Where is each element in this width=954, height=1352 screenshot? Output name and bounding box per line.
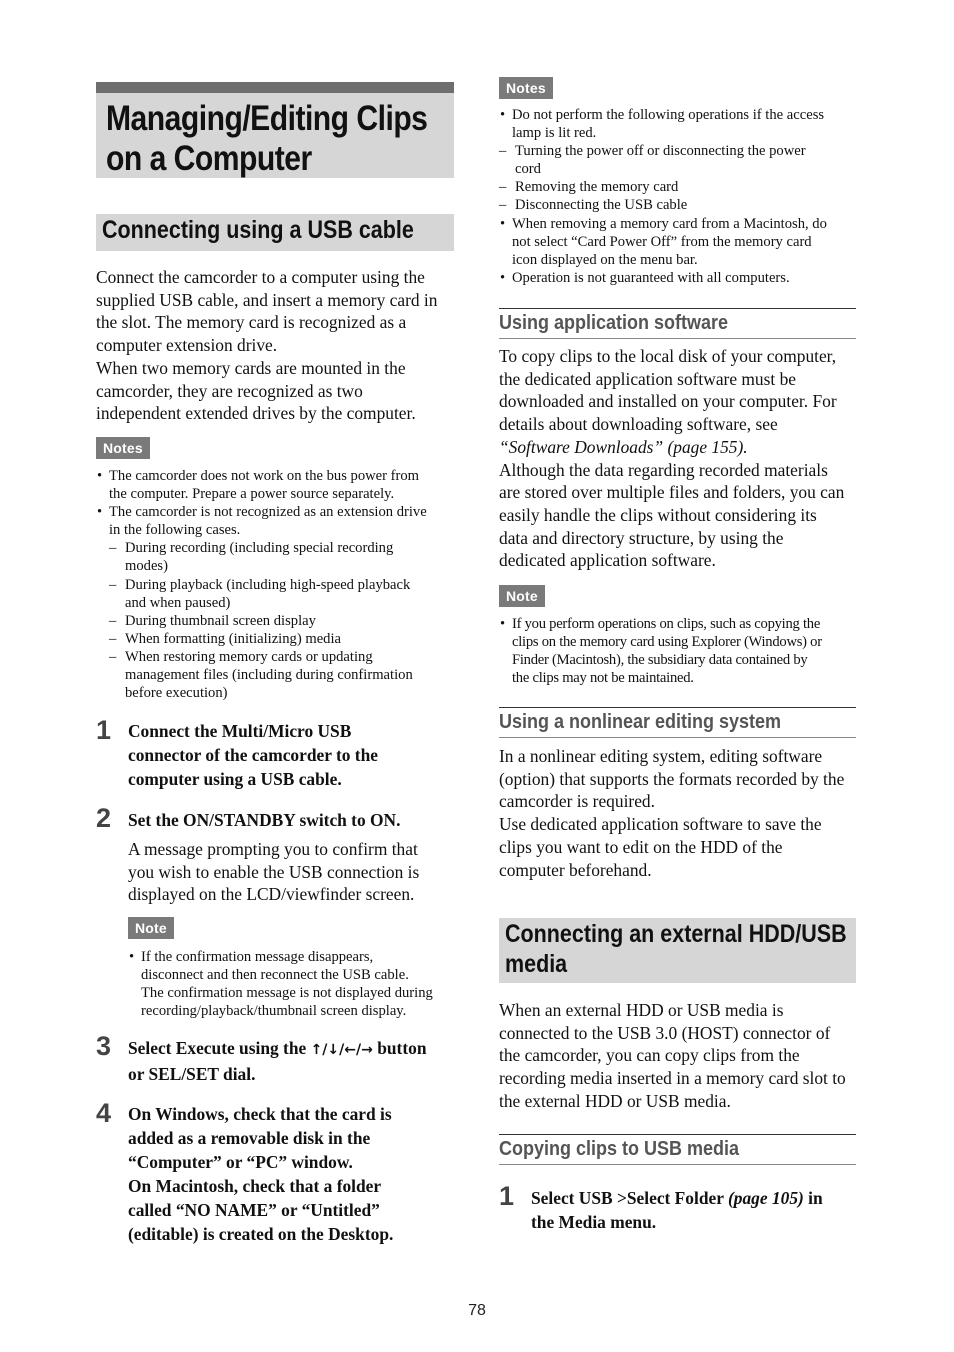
step-3-text: Select Execute using the ↑/↓/←/→ button or SEL/SET dial. — [128, 1038, 427, 1084]
list-item: • The camcorder does not work on the bus power from the computer. Prepare a power source separately. — [96, 467, 458, 503]
chapter-title: Managing/Editing Clips on a Computer — [106, 99, 428, 178]
step-2-text: Set the ON/STANDBY switch to ON. — [128, 810, 401, 830]
list-item: – Removing the memory card — [499, 178, 857, 196]
list-item: – During playback (including high-speed playback and when paused) — [109, 576, 458, 612]
step-4-text: On Windows, check that the card is added as a removable disk in the “Computer” or “PC” window. On Macintosh, check that a folder called “NO NAME” or “Untitled” (editable) is created on the Desktop. — [128, 1104, 394, 1244]
subheading-nonlinear: Using a nonlinear editing system — [499, 707, 856, 738]
step-number: 3 — [96, 1031, 112, 1061]
subheading-app-software: Using application software — [499, 308, 856, 339]
app-software-note-list — [499, 615, 859, 687]
list-item: – When restoring memory cards or updating management files (including during confirmation before execution) — [109, 648, 458, 702]
list-item: – During thumbnail screen display — [109, 612, 458, 630]
nonlinear-text: In a nonlinear editing system, editing software (option) that supports the formats recorded by the camcorder is required. Use dedicated application software to save the clips you want to edit on the HDD of the computer beforehand. — [499, 746, 845, 880]
usb-notes-list — [96, 467, 458, 702]
list-item: • The camcorder is not recognized as an extension drive in the following cases. – During recording (including special recording modes) – During playback (including high-speed playback and when paused) – During thumbnail screen display – When formatting (initializing) media – When restoring memory cards or updating management files (including during confirmation before execution) — [96, 503, 458, 702]
usb-intro-text: Connect the camcorder to a computer using the supplied USB cable, and insert a memory card in the slot. The memory card is recognized as a computer extension drive. When two memory cards are mounted in the camcorder, they are recognized as two independent extended drives by the computer. — [96, 267, 438, 424]
step-number: 2 — [96, 803, 112, 833]
list-item: – Turning the power off or disconnecting the power cord — [499, 142, 857, 178]
page-reference[interactable]: (page 105) — [727, 1188, 804, 1208]
external-text: When an external HDD or USB media is connected to the USB 3.0 (HOST) connector of the camcorder, you can copy clips from the recording media inserted in a memory card slot to the external HDD or USB media. — [499, 1000, 846, 1111]
step-number: 1 — [499, 1181, 515, 1211]
section-heading-external: Connecting an external HDD/USB media — [499, 918, 856, 983]
list-item: – Disconnecting the USB cable — [499, 196, 857, 214]
step-number: 1 — [96, 715, 112, 745]
copy-step-1-text: Select USB >Select Folder (page 105) in the Media menu. — [531, 1188, 823, 1232]
list-item: • Do not perform the following operations if the access lamp is lit red. – Turning the power off or disconnecting the power cord – Removing the memory card – Disconnecting the USB cable — [499, 106, 857, 215]
page-number: 78 — [468, 1302, 486, 1319]
step-2-note-list — [128, 948, 458, 1020]
app-software-text: To copy clips to the local disk of your computer, the dedicated application software must be downloaded and installed on your computer. For details about downloading software, see “Software Downloads” (page 155). Although the data regarding recorded materials are stored over multiple files and folders, you can easily handle the clips without considering its data and directory structure, by using the dedicated application software. — [499, 346, 845, 571]
page-reference[interactable]: “Software Downloads” (page 155). — [499, 436, 748, 457]
notes-badge: Notes — [499, 77, 553, 99]
section-heading-usb: Connecting using a USB cable — [96, 214, 454, 251]
subheading-copying: Copying clips to USB media — [499, 1134, 856, 1165]
list-item: • Operation is not guaranteed with all computers. — [499, 269, 857, 287]
arrow-buttons-icon: ↑/↓/←/→ — [310, 1042, 373, 1058]
list-item: – When formatting (initializing) media — [109, 630, 458, 648]
step-2-detail: A message prompting you to confirm that you wish to enable the USB connection is displayed on the LCD/viewfinder screen. — [128, 839, 420, 905]
notes-badge: Notes — [96, 437, 150, 459]
list-item: • When removing a memory card from a Macintosh, do not select “Card Power Off” from the memory card icon displayed on the menu bar. — [499, 215, 857, 269]
step-1-text: Connect the Multi/Micro USB connector of the camcorder to the computer using a USB cable. — [128, 721, 378, 789]
note-badge: Note — [499, 585, 545, 607]
list-item: – During recording (including special recording modes) — [109, 539, 458, 575]
note-badge: Note — [128, 917, 174, 939]
right-notes-list — [499, 106, 857, 287]
list-item: • If the confirmation message disappears, disconnect and then reconnect the USB cable. The confirmation message is not displayed during recording/playback/thumbnail screen display. — [128, 948, 458, 1020]
chapter-header — [96, 82, 454, 178]
list-item: • If you perform operations on clips, such as copying the clips on the memory card using Explorer (Windows) or Finder (Macintosh), the subsidiary data contained by the clips may not be maintained. — [499, 615, 859, 687]
step-number: 4 — [96, 1098, 112, 1128]
